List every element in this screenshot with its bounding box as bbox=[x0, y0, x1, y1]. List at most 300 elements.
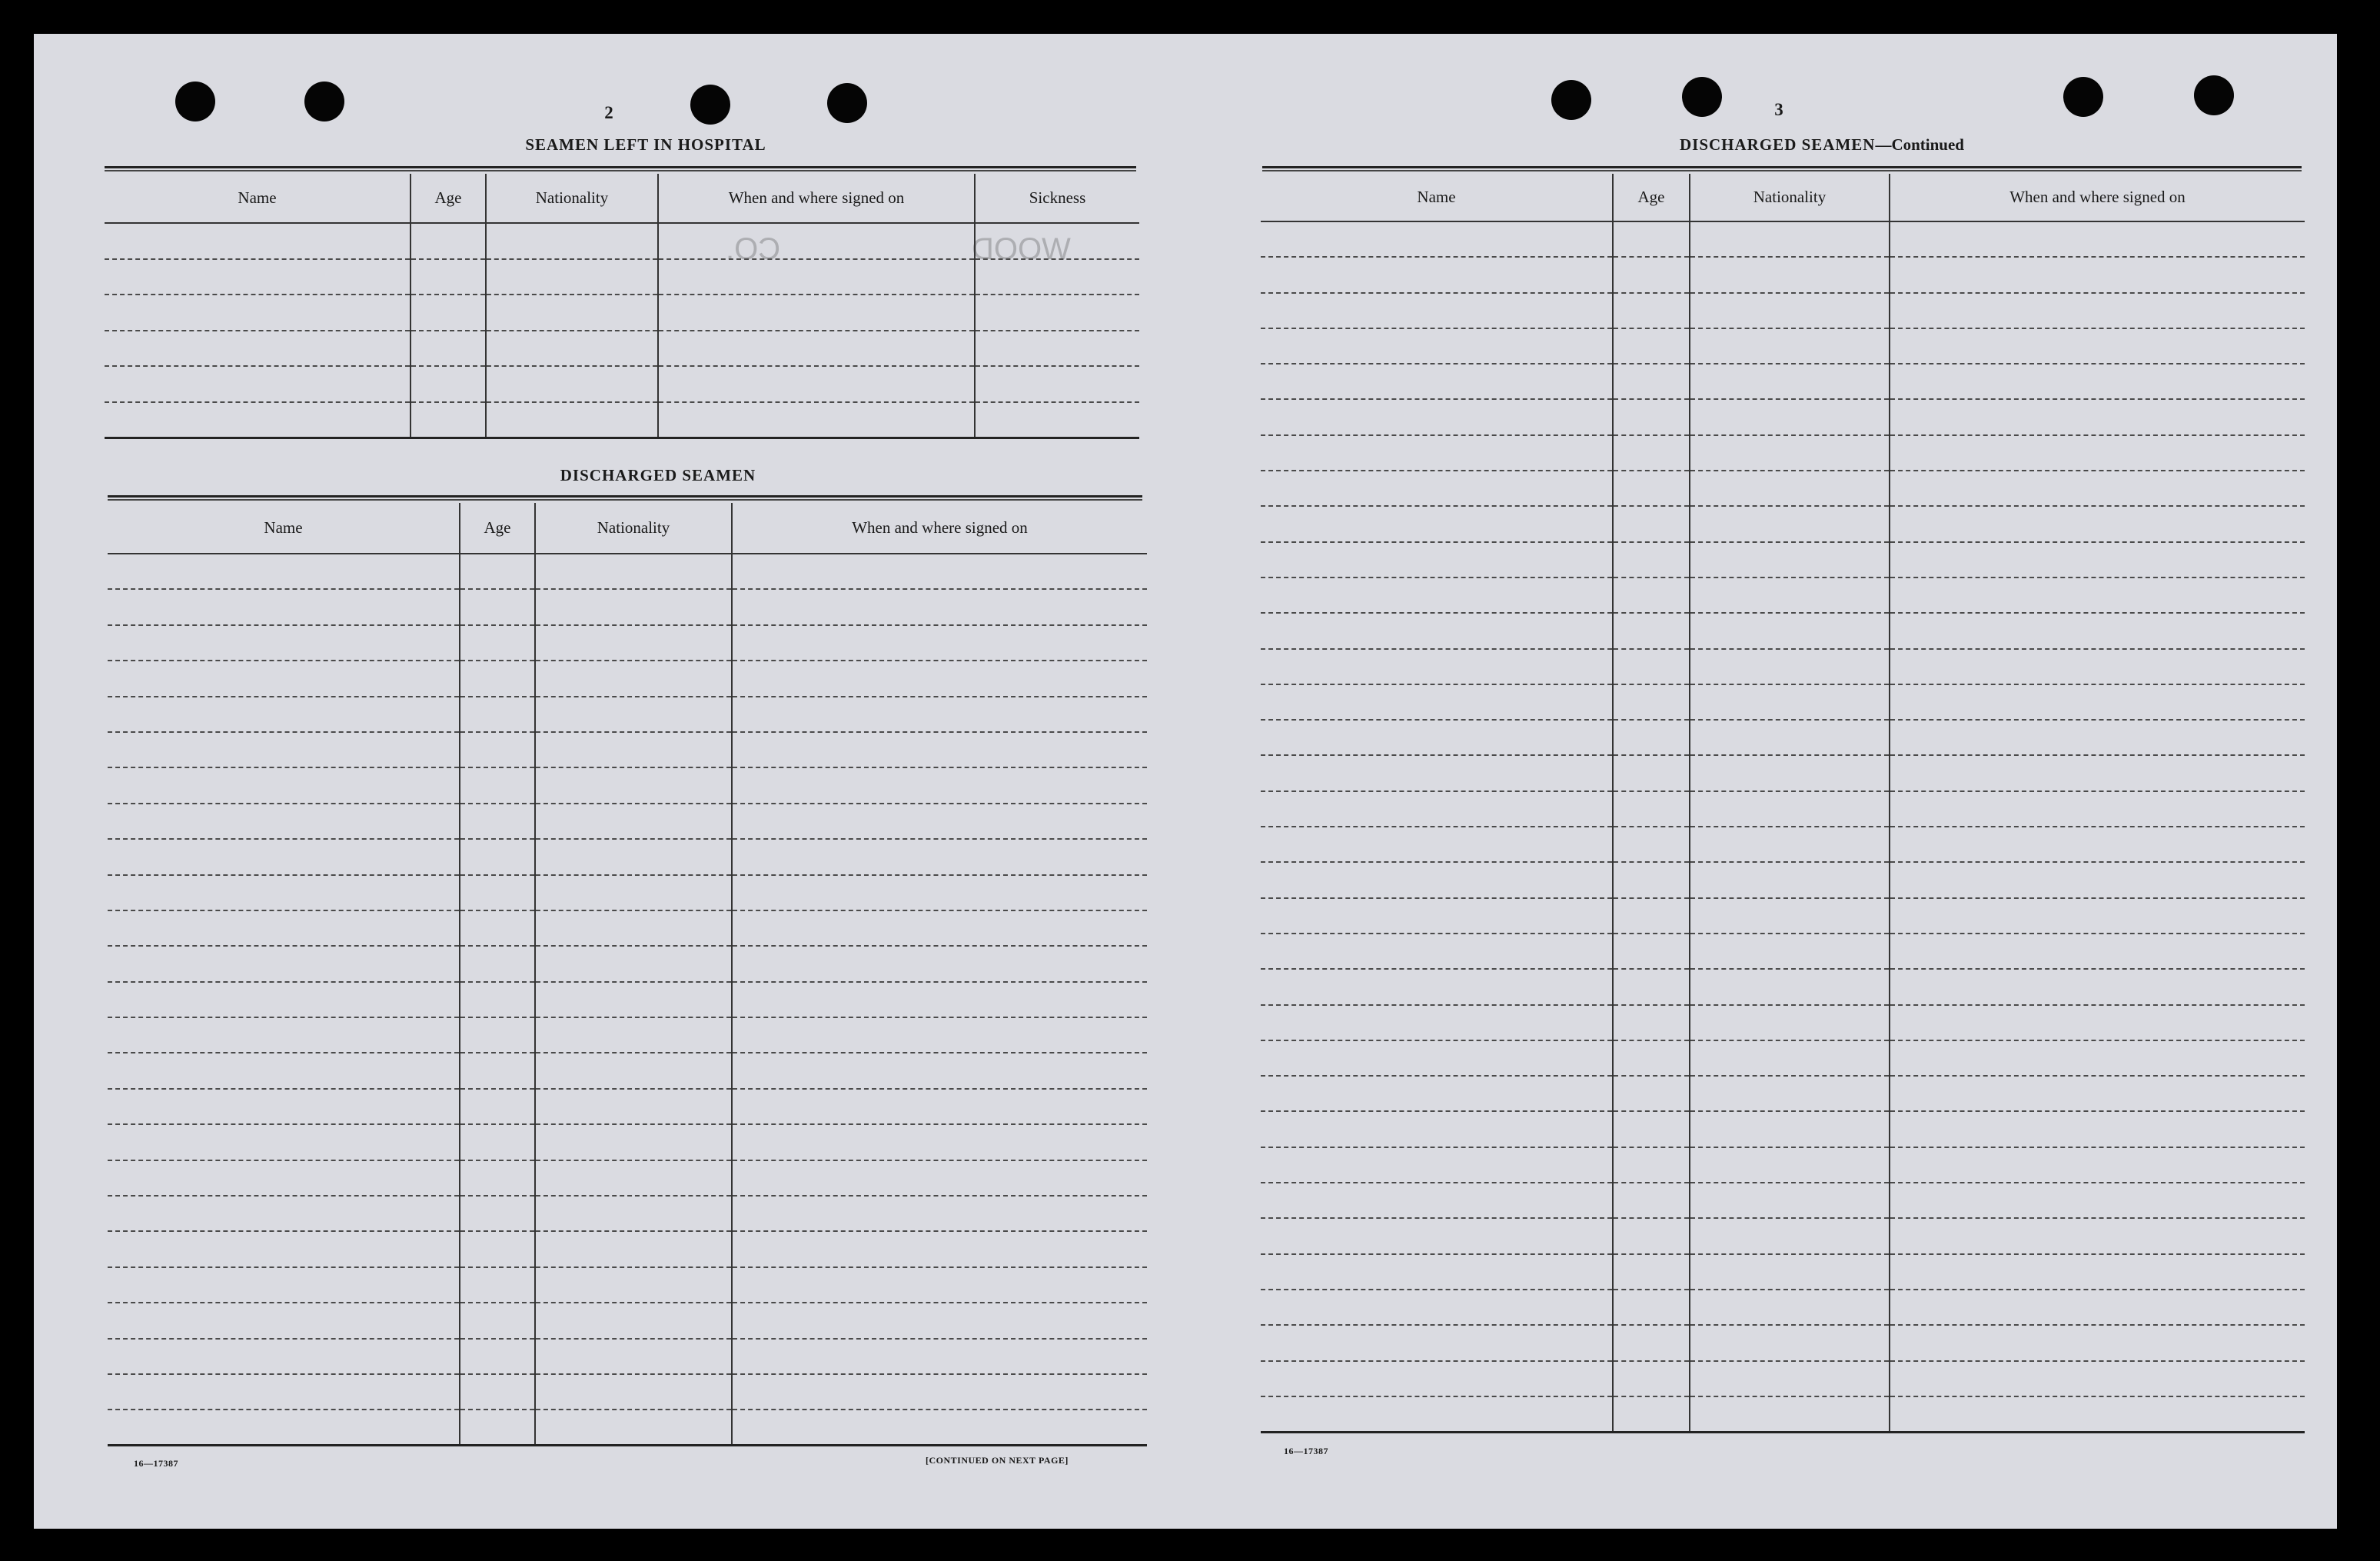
blank-cell bbox=[1261, 755, 1613, 790]
blank-cell bbox=[732, 661, 1147, 696]
blank-cell bbox=[535, 1267, 732, 1303]
blank-cell bbox=[460, 1231, 535, 1266]
blank-cell bbox=[1613, 720, 1690, 755]
table-row bbox=[1261, 435, 2305, 471]
blank-cell bbox=[1613, 293, 1690, 328]
blank-cell bbox=[460, 1267, 535, 1303]
blank-cell bbox=[460, 804, 535, 839]
blank-cell bbox=[1690, 506, 1890, 541]
blank-cell bbox=[1613, 684, 1690, 720]
blank-cell bbox=[732, 554, 1147, 589]
blank-cell bbox=[108, 661, 460, 696]
blank-cell bbox=[535, 625, 732, 661]
blank-cell bbox=[535, 946, 732, 981]
blank-cell bbox=[1613, 471, 1690, 506]
blank-cell bbox=[108, 1160, 460, 1196]
table-row bbox=[1261, 649, 2305, 684]
table-row bbox=[108, 1160, 1147, 1196]
blank-cell bbox=[1690, 1076, 1890, 1111]
blank-cell bbox=[535, 910, 732, 946]
blank-cell bbox=[1613, 969, 1690, 1004]
table-row bbox=[1261, 542, 2305, 577]
discharged-section-title: DISCHARGED SEAMEN bbox=[560, 466, 756, 484]
blank-cell bbox=[1261, 898, 1613, 934]
blank-cell bbox=[1690, 1325, 1890, 1360]
table-row bbox=[1261, 1183, 2305, 1218]
column-header-nationality: Nationality bbox=[486, 174, 658, 223]
table-row bbox=[105, 259, 1139, 295]
blank-cell bbox=[108, 1267, 460, 1303]
blank-cell bbox=[1690, 1361, 1890, 1396]
blank-cell bbox=[1613, 1076, 1690, 1111]
blank-cell bbox=[1890, 364, 2305, 399]
blank-cell bbox=[732, 1196, 1147, 1231]
blank-cell bbox=[535, 1231, 732, 1266]
blank-cell bbox=[1890, 1005, 2305, 1040]
blank-cell bbox=[1890, 1040, 2305, 1076]
blank-cell bbox=[1890, 1290, 2305, 1325]
blank-cell bbox=[460, 625, 535, 661]
blank-cell bbox=[105, 331, 411, 367]
table-row bbox=[108, 1089, 1147, 1124]
blank-cell bbox=[1690, 1040, 1890, 1076]
blank-cell bbox=[1890, 720, 2305, 755]
continued-table bbox=[1261, 174, 2305, 1433]
blank-cell bbox=[460, 1160, 535, 1196]
blank-cell bbox=[108, 946, 460, 981]
column-header-name: Name bbox=[105, 174, 411, 223]
blank-cell bbox=[108, 767, 460, 803]
blank-cell bbox=[1613, 755, 1690, 790]
punch-hole bbox=[1682, 77, 1722, 117]
blank-cell bbox=[732, 1231, 1147, 1266]
blank-cell bbox=[108, 839, 460, 874]
blank-cell bbox=[1613, 328, 1690, 364]
blank-cell bbox=[535, 589, 732, 624]
blank-cell bbox=[658, 223, 975, 259]
blank-cell bbox=[108, 875, 460, 910]
table-row bbox=[108, 625, 1147, 661]
table-row bbox=[108, 661, 1147, 696]
blank-cell bbox=[1890, 1254, 2305, 1290]
continued-suffix: —Continued bbox=[1875, 135, 1964, 154]
table-row bbox=[1261, 684, 2305, 720]
blank-cell bbox=[1261, 293, 1613, 328]
blank-cell bbox=[460, 1339, 535, 1374]
column-header-name: Name bbox=[1261, 174, 1613, 221]
right-page-number: 3 bbox=[1774, 100, 1783, 119]
blank-cell bbox=[1890, 506, 2305, 541]
blank-cell bbox=[1261, 1396, 1613, 1432]
table-row bbox=[1261, 1076, 2305, 1111]
blank-cell bbox=[460, 1374, 535, 1410]
blank-cell bbox=[460, 732, 535, 767]
blank-cell bbox=[1613, 1254, 1690, 1290]
blank-cell bbox=[486, 259, 658, 295]
column-header-age: Age bbox=[460, 503, 535, 554]
left-form-number: 16—17387 bbox=[134, 1458, 178, 1469]
blank-cell bbox=[108, 1231, 460, 1266]
table-row bbox=[105, 402, 1139, 438]
blank-cell bbox=[732, 946, 1147, 981]
blank-cell bbox=[460, 982, 535, 1017]
blank-cell bbox=[1890, 1218, 2305, 1253]
blank-cell bbox=[1890, 755, 2305, 790]
table-row bbox=[1261, 1005, 2305, 1040]
blank-cell bbox=[1613, 827, 1690, 862]
blank-cell bbox=[535, 804, 732, 839]
blank-cell bbox=[535, 1374, 732, 1410]
blank-cell bbox=[535, 1410, 732, 1445]
blank-cell bbox=[1613, 1325, 1690, 1360]
blank-cell bbox=[1890, 399, 2305, 434]
blank-cell bbox=[108, 910, 460, 946]
blank-cell bbox=[1613, 862, 1690, 897]
blank-cell bbox=[732, 875, 1147, 910]
table-row bbox=[108, 1303, 1147, 1338]
table-row bbox=[108, 1374, 1147, 1410]
blank-cell bbox=[1613, 1218, 1690, 1253]
table-row bbox=[1261, 221, 2305, 257]
punch-hole bbox=[2063, 77, 2103, 117]
blank-cell bbox=[732, 804, 1147, 839]
blank-cell bbox=[1261, 720, 1613, 755]
column-header-nationality: Nationality bbox=[535, 503, 732, 554]
blank-cell bbox=[658, 259, 975, 295]
blank-cell bbox=[460, 875, 535, 910]
blank-cell bbox=[460, 1410, 535, 1445]
blank-cell bbox=[732, 625, 1147, 661]
blank-cell bbox=[1261, 364, 1613, 399]
blank-cell bbox=[535, 839, 732, 874]
blank-cell bbox=[732, 732, 1147, 767]
blank-cell bbox=[108, 1374, 460, 1410]
blank-cell bbox=[411, 366, 486, 402]
blank-cell bbox=[411, 259, 486, 295]
blank-cell bbox=[535, 875, 732, 910]
table-row bbox=[1261, 1111, 2305, 1147]
blank-cell bbox=[975, 295, 1139, 331]
blank-cell bbox=[535, 1089, 732, 1124]
blank-cell bbox=[975, 331, 1139, 367]
blank-cell bbox=[1613, 506, 1690, 541]
table-row bbox=[1261, 257, 2305, 292]
table-row bbox=[108, 1196, 1147, 1231]
table-row bbox=[108, 946, 1147, 981]
blank-cell bbox=[1690, 649, 1890, 684]
table-row bbox=[1261, 1254, 2305, 1290]
blank-cell bbox=[1261, 542, 1613, 577]
blank-cell bbox=[108, 1303, 460, 1338]
blank-cell bbox=[1261, 1183, 1613, 1218]
table-row bbox=[1261, 791, 2305, 827]
table-row bbox=[108, 1124, 1147, 1160]
blank-cell bbox=[732, 1339, 1147, 1374]
blank-cell bbox=[108, 732, 460, 767]
blank-cell bbox=[1890, 1396, 2305, 1432]
table-row bbox=[1261, 862, 2305, 897]
discharged-table bbox=[108, 503, 1147, 1446]
blank-cell bbox=[460, 1303, 535, 1338]
blank-cell bbox=[975, 366, 1139, 402]
blank-cell bbox=[486, 223, 658, 259]
table-row bbox=[1261, 293, 2305, 328]
blank-cell bbox=[1890, 862, 2305, 897]
blank-cell bbox=[1261, 862, 1613, 897]
blank-cell bbox=[108, 804, 460, 839]
blank-cell bbox=[1890, 1183, 2305, 1218]
blank-cell bbox=[1890, 827, 2305, 862]
hospital-table bbox=[105, 174, 1139, 439]
blank-cell bbox=[486, 295, 658, 331]
blank-cell bbox=[732, 1089, 1147, 1124]
blank-cell bbox=[1690, 791, 1890, 827]
blank-cell bbox=[108, 1196, 460, 1231]
table-row bbox=[1261, 399, 2305, 434]
blank-cell bbox=[1261, 257, 1613, 292]
blank-cell bbox=[1613, 1183, 1690, 1218]
blank-cell bbox=[1261, 435, 1613, 471]
blank-cell bbox=[1613, 934, 1690, 969]
blank-cell bbox=[108, 589, 460, 624]
blank-cell bbox=[1261, 506, 1613, 541]
blank-cell bbox=[658, 402, 975, 438]
table-row bbox=[105, 295, 1139, 331]
blank-cell bbox=[1690, 720, 1890, 755]
blank-cell bbox=[1690, 364, 1890, 399]
blank-cell bbox=[1890, 898, 2305, 934]
blank-cell bbox=[732, 697, 1147, 732]
table-row bbox=[108, 1017, 1147, 1053]
blank-cell bbox=[411, 295, 486, 331]
blank-cell bbox=[975, 259, 1139, 295]
blank-cell bbox=[1690, 1183, 1890, 1218]
punch-hole bbox=[690, 85, 730, 125]
column-header-age: Age bbox=[411, 174, 486, 223]
blank-cell bbox=[535, 661, 732, 696]
blank-cell bbox=[658, 295, 975, 331]
blank-cell bbox=[1690, 328, 1890, 364]
continued-top-rule bbox=[1262, 166, 2302, 171]
table-row bbox=[108, 1053, 1147, 1088]
ledger-sheet bbox=[34, 34, 2337, 1529]
blank-cell bbox=[108, 1017, 460, 1053]
blank-cell bbox=[535, 1303, 732, 1338]
table-row bbox=[108, 1267, 1147, 1303]
blank-cell bbox=[1261, 1218, 1613, 1253]
punch-hole bbox=[827, 83, 867, 123]
blank-cell bbox=[108, 1410, 460, 1445]
blank-cell bbox=[1690, 684, 1890, 720]
discharged-top-rule bbox=[108, 495, 1142, 501]
hospital-top-rule bbox=[105, 166, 1136, 171]
blank-cell bbox=[732, 1267, 1147, 1303]
blank-cell bbox=[1613, 1396, 1690, 1432]
table-row bbox=[108, 1339, 1147, 1374]
blank-cell bbox=[1261, 684, 1613, 720]
table-row bbox=[1261, 1040, 2305, 1076]
blank-cell bbox=[535, 1339, 732, 1374]
blank-cell bbox=[1261, 1076, 1613, 1111]
blank-cell bbox=[1690, 862, 1890, 897]
blank-cell bbox=[1613, 435, 1690, 471]
blank-cell bbox=[732, 1374, 1147, 1410]
blank-cell bbox=[1613, 1290, 1690, 1325]
blank-cell bbox=[732, 982, 1147, 1017]
table-row bbox=[108, 732, 1147, 767]
blank-cell bbox=[975, 402, 1139, 438]
table-row bbox=[105, 366, 1139, 402]
column-header-signed-on: When and where signed on bbox=[732, 503, 1147, 554]
table-row bbox=[108, 554, 1147, 589]
table-row bbox=[108, 839, 1147, 874]
blank-cell bbox=[1890, 435, 2305, 471]
blank-cell bbox=[1890, 328, 2305, 364]
blank-cell bbox=[108, 625, 460, 661]
blank-cell bbox=[658, 366, 975, 402]
blank-cell bbox=[105, 259, 411, 295]
blank-cell bbox=[1261, 221, 1613, 257]
table-row bbox=[105, 331, 1139, 367]
blank-cell bbox=[1690, 898, 1890, 934]
blank-cell bbox=[535, 1196, 732, 1231]
table-row bbox=[108, 875, 1147, 910]
blank-cell bbox=[460, 697, 535, 732]
table-row bbox=[1261, 577, 2305, 613]
blank-cell bbox=[1261, 1040, 1613, 1076]
blank-cell bbox=[1890, 684, 2305, 720]
blank-cell bbox=[460, 1124, 535, 1160]
blank-cell bbox=[535, 1160, 732, 1196]
blank-cell bbox=[1690, 969, 1890, 1004]
blank-cell bbox=[1613, 1005, 1690, 1040]
table-row bbox=[108, 1231, 1147, 1266]
blank-cell bbox=[1261, 399, 1613, 434]
blank-cell bbox=[460, 589, 535, 624]
table-row bbox=[1261, 1361, 2305, 1396]
blank-cell bbox=[1261, 613, 1613, 648]
blank-cell bbox=[732, 1160, 1147, 1196]
column-header-signed-on: When and where signed on bbox=[1890, 174, 2305, 221]
blank-cell bbox=[732, 1124, 1147, 1160]
right-form-number: 16—17387 bbox=[1284, 1446, 1328, 1456]
blank-cell bbox=[732, 767, 1147, 803]
blank-cell bbox=[1613, 542, 1690, 577]
punch-hole bbox=[175, 82, 215, 121]
blank-cell bbox=[1690, 1290, 1890, 1325]
table-row bbox=[1261, 755, 2305, 790]
blank-cell bbox=[1613, 364, 1690, 399]
blank-cell bbox=[1890, 577, 2305, 613]
left-page-number: 2 bbox=[604, 103, 613, 122]
table-row bbox=[108, 982, 1147, 1017]
blank-cell bbox=[1690, 471, 1890, 506]
blank-cell bbox=[1261, 328, 1613, 364]
blank-cell bbox=[411, 402, 486, 438]
column-header-sickness: Sickness bbox=[975, 174, 1139, 223]
blank-cell bbox=[1890, 791, 2305, 827]
column-header-signed-on: When and where signed on bbox=[658, 174, 975, 223]
blank-cell bbox=[1890, 1147, 2305, 1183]
blank-cell bbox=[108, 697, 460, 732]
table-row bbox=[108, 767, 1147, 803]
blank-cell bbox=[460, 661, 535, 696]
table-row bbox=[108, 804, 1147, 839]
hospital-section-title: SEAMEN LEFT IN HOSPITAL bbox=[525, 135, 766, 154]
table-row bbox=[1261, 720, 2305, 755]
table-row bbox=[1261, 328, 2305, 364]
blank-cell bbox=[1261, 471, 1613, 506]
blank-cell bbox=[1261, 969, 1613, 1004]
blank-cell bbox=[1261, 1111, 1613, 1147]
blank-cell bbox=[1261, 1147, 1613, 1183]
table-row bbox=[108, 589, 1147, 624]
blank-cell bbox=[1690, 577, 1890, 613]
blank-cell bbox=[105, 223, 411, 259]
table-row bbox=[108, 910, 1147, 946]
blank-cell bbox=[460, 946, 535, 981]
blank-cell bbox=[1890, 1076, 2305, 1111]
blank-cell bbox=[1690, 934, 1890, 969]
blank-cell bbox=[1890, 1111, 2305, 1147]
blank-cell bbox=[732, 839, 1147, 874]
blank-cell bbox=[1261, 1254, 1613, 1290]
blank-cell bbox=[1690, 293, 1890, 328]
blank-cell bbox=[1613, 898, 1690, 934]
blank-cell bbox=[1613, 257, 1690, 292]
blank-cell bbox=[658, 331, 975, 367]
blank-cell bbox=[108, 1339, 460, 1374]
blank-cell bbox=[1890, 969, 2305, 1004]
table-row bbox=[1261, 934, 2305, 969]
blank-cell bbox=[105, 402, 411, 438]
table-row bbox=[1261, 1396, 2305, 1432]
blank-cell bbox=[1690, 827, 1890, 862]
blank-cell bbox=[460, 839, 535, 874]
column-header-nationality: Nationality bbox=[1690, 174, 1890, 221]
blank-cell bbox=[732, 589, 1147, 624]
table-row bbox=[108, 697, 1147, 732]
blank-cell bbox=[1261, 791, 1613, 827]
punch-hole bbox=[304, 82, 344, 121]
blank-cell bbox=[486, 331, 658, 367]
table-row bbox=[105, 223, 1139, 259]
blank-cell bbox=[460, 1017, 535, 1053]
blank-cell bbox=[535, 767, 732, 803]
blank-cell bbox=[1890, 221, 2305, 257]
blank-cell bbox=[1690, 542, 1890, 577]
continued-section-title bbox=[1530, 135, 2114, 155]
table-row bbox=[1261, 1290, 2305, 1325]
table-row bbox=[1261, 506, 2305, 541]
blank-cell bbox=[460, 1089, 535, 1124]
blank-cell bbox=[1261, 649, 1613, 684]
blank-cell bbox=[1890, 934, 2305, 969]
blank-cell bbox=[1613, 791, 1690, 827]
blank-cell bbox=[1690, 1005, 1890, 1040]
punch-hole bbox=[1551, 80, 1591, 120]
blank-cell bbox=[1890, 1361, 2305, 1396]
blank-cell bbox=[1690, 221, 1890, 257]
blank-cell bbox=[535, 554, 732, 589]
blank-cell bbox=[1613, 399, 1690, 434]
blank-cell bbox=[975, 223, 1139, 259]
table-row bbox=[108, 1410, 1147, 1445]
blank-cell bbox=[732, 1017, 1147, 1053]
bleed-through-mark: WOOD bbox=[972, 232, 1071, 266]
blank-cell bbox=[1261, 1325, 1613, 1360]
blank-cell bbox=[1613, 1040, 1690, 1076]
